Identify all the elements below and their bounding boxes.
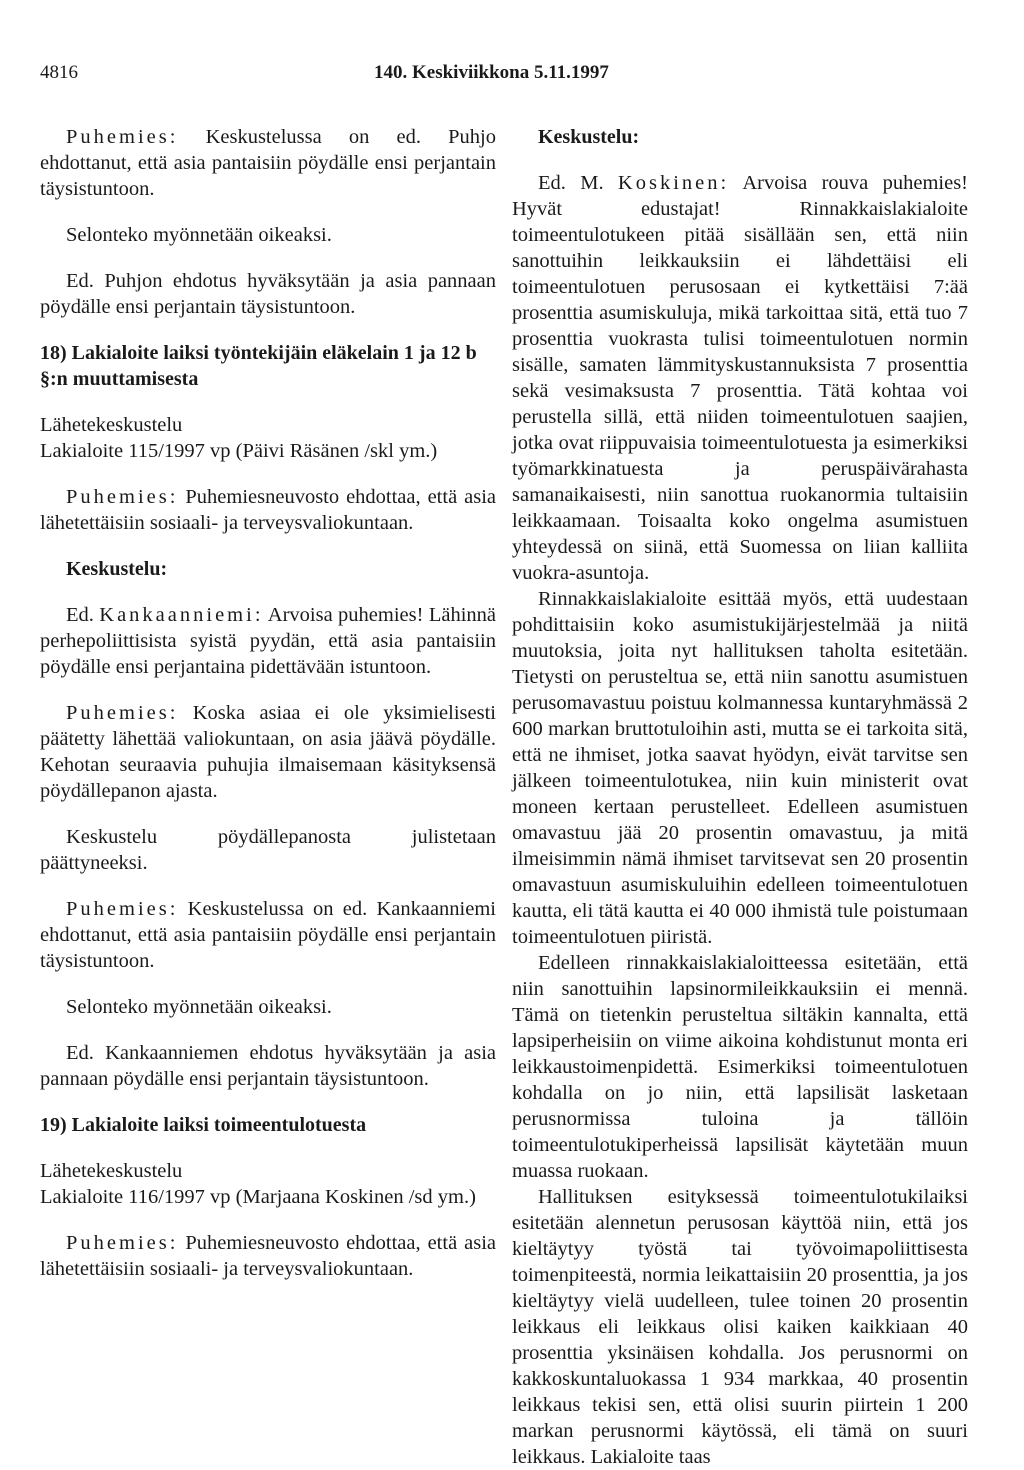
item-type: Lähetekeskustelu <box>40 1160 183 1182</box>
discussion-heading: Keskustelu: <box>538 126 640 148</box>
paragraph: Puhemies: Keskustelussa on ed. Kankaanniemi ehdottanut, että asia pantaisiin pöydälle ensi perjantain täysistuntoon. <box>40 898 496 972</box>
left-column <box>40 124 496 1282</box>
speaker: Puhemies: <box>66 898 179 920</box>
paragraph: Ed. Kankaanniemen ehdotus hyväksytään ja asia pannaan pöydälle ensi perjantain täysistuntoon. <box>40 1042 496 1090</box>
section-heading-18: 18) Lakialoite laiksi työntekijäin eläkelain 1 ja 12 b §:n muuttamisesta <box>40 342 477 390</box>
paragraph: Puhemies: Keskustelussa on ed. Puhjo ehdottanut, että asia pantaisiin pöydälle ensi perjantain täysistuntoon. <box>40 126 496 200</box>
bill-reference: Lakialoite 116/1997 vp (Marjaana Koskinen /sd ym.) <box>40 1186 476 1208</box>
speaker: Puhemies: <box>66 486 179 508</box>
speaker: Puhemies: <box>66 126 179 148</box>
page-number: 4816 <box>40 62 78 83</box>
paragraph: Rinnakkaislakialoite esittää myös, että uudestaan pohdittaisiin koko asumistukijärjestelmää ja niitä muutoksia, joita nyt hallituksen taholta esitetään. Tietysti on perusteltua se, että niin sanottu asumistuen perusomavastuu poistuu kolmannessa kuntaryhmässä 2 600 markan bruttotuloihin asti, mutta se ei tarkoita sitä, että ne ihmiset, jotka saavat hyödyn, eivät tarvitse sen jälkeen toimeentulotukea, niin kuin ministerit ovat moneen kertaan perustelleet. Edelleen asumistuen omavastuu jää 20 prosentin omavastuu, ja mitä ilmeisimmin nämä ihmiset tarvitsevat sen 20 prosentin omavastuun asumiskuluihin edelleen toimeentulotuen kautta, eli tätä kautta ei 40 000 ihmistä tule poistumaan toimeentulotuen piiristä. <box>512 588 968 948</box>
paragraph: Puhemies: Puhemiesneuvosto ehdottaa, että asia lähetettäisiin sosiaali- ja terveysvaliokuntaan. <box>40 1232 496 1280</box>
paragraph: Hallituksen esityksessä toimeentulotukilaiksi esitetään alennetun perusosan käyttöä niin, että jos kieltäytyy työstä tai työvoimapoliittisesta toimenpiteestä, normia leikattaisiin 20 prosenttia, ja jos kieltäytyy vielä uudelleen, tulee toinen 20 prosentin leikkaus eli leikkaus olisi kaiken kaikkiaan 40 prosenttia yksinäisen kohdalla. Jos perusnormi on kakkoskuntaluokassa 1 934 markkaa, 40 prosentin leikkaus tekisi sen, että olisi suurin piirtein 1 200 markan perusnormi käytössä, eli tämä on suuri leikkaus. Lakialoite taas <box>512 1186 968 1468</box>
paragraph: Selonteko myönnetään oikeaksi. <box>66 224 332 246</box>
speaker: Puhemies: <box>66 702 179 724</box>
speaker: Puhemies: <box>66 1232 179 1254</box>
right-column <box>512 124 968 1470</box>
paragraph: Puhemies: Puhemiesneuvosto ehdottaa, että asia lähetettäisiin sosiaali- ja terveysvaliokuntaan. <box>40 486 496 534</box>
paragraph: Ed. Kankaanniemi: Arvoisa puhemies! Lähinnä perhepoliittisista syistä pyydän, että asia pantaisiin pöydälle ensi perjantaina pidettävään istuntoon. <box>40 604 496 678</box>
speaker: Koskinen: <box>617 172 730 194</box>
section-heading-19: 19) Lakialoite laiksi toimeentulotuesta <box>40 1114 367 1136</box>
paragraph: Edelleen rinnakkaislakialoitteessa esitetään, että niin sanottuihin lapsinormileikkauksiin ei mennä. Tämä on tietenkin perusteltua siltäkin kannalta, että lapsiperheisiin on viime aikoina kohdistunut monta eri leikkaustoimenpidettä. Esimerkiksi toimeentulotuen kohdalla on jo niin, että lapsilisät lasketaan perusnormissa tuloina ja tällöin toimeentulotukiperheissä lapsilisät käytetään muun muassa ruokaan. <box>512 952 968 1182</box>
speaker: Kankaanniemi: <box>99 604 264 626</box>
running-header: 140. Keskiviikkona 5.11.1997 <box>374 62 609 83</box>
paragraph: Keskustelu pöydällepanosta julistetaan päättyneeksi. <box>40 826 496 874</box>
discussion-heading: Keskustelu: <box>66 558 168 580</box>
paragraph: Ed. Puhjon ehdotus hyväksytään ja asia pannaan pöydälle ensi perjantain täysistuntoon. <box>40 270 496 318</box>
paragraph: Selonteko myönnetään oikeaksi. <box>66 996 332 1018</box>
paragraph: Ed. M. Koskinen: Arvoisa rouva puhemies! Hyvät edustajat! Rinnakkaislakialoite toimeentulotukeen pitää sisällään sen, että niin sanottuihin leikkauksiin ei lähdettäisi eli toimeentulotuen perusosaan ei kytkettäisi 7:ää prosenttia asumiskuluja, mikä tarkoittaa sitä, että tuo 7 prosenttia vuokrasta tulisi toimeentulotuen normin sisälle, samaten lämmityskustannuksista 7 prosenttia sekä vesimaksusta 7 prosenttia. Tätä kohtaa voi perustella sillä, että niiden toimeentulotuen saajien, jotka ovat riippuvaisia toimeentulotuesta ja esimerkiksi työmarkkinatuesta ja peruspäivärahasta samanaikaisesti, niin sanottua ruokanormia tultaisiin leikkaamaan. Toisaalta koko ongelma asumistuen yhteydessä on siinä, että Suomessa on liian kalliita vuokra-asuntoja. <box>512 172 969 584</box>
item-type: Lähetekeskustelu <box>40 414 183 436</box>
paragraph: Puhemies: Koska asiaa ei ole yksimielisesti päätetty lähettää valiokuntaan, on asia jäävä pöydälle. Kehotan seuraavia puhujia ilmaisemaan käsityksensä pöydällepanon ajasta. <box>40 702 496 802</box>
bill-reference: Lakialoite 115/1997 vp (Päivi Räsänen /skl ym.) <box>40 440 438 462</box>
